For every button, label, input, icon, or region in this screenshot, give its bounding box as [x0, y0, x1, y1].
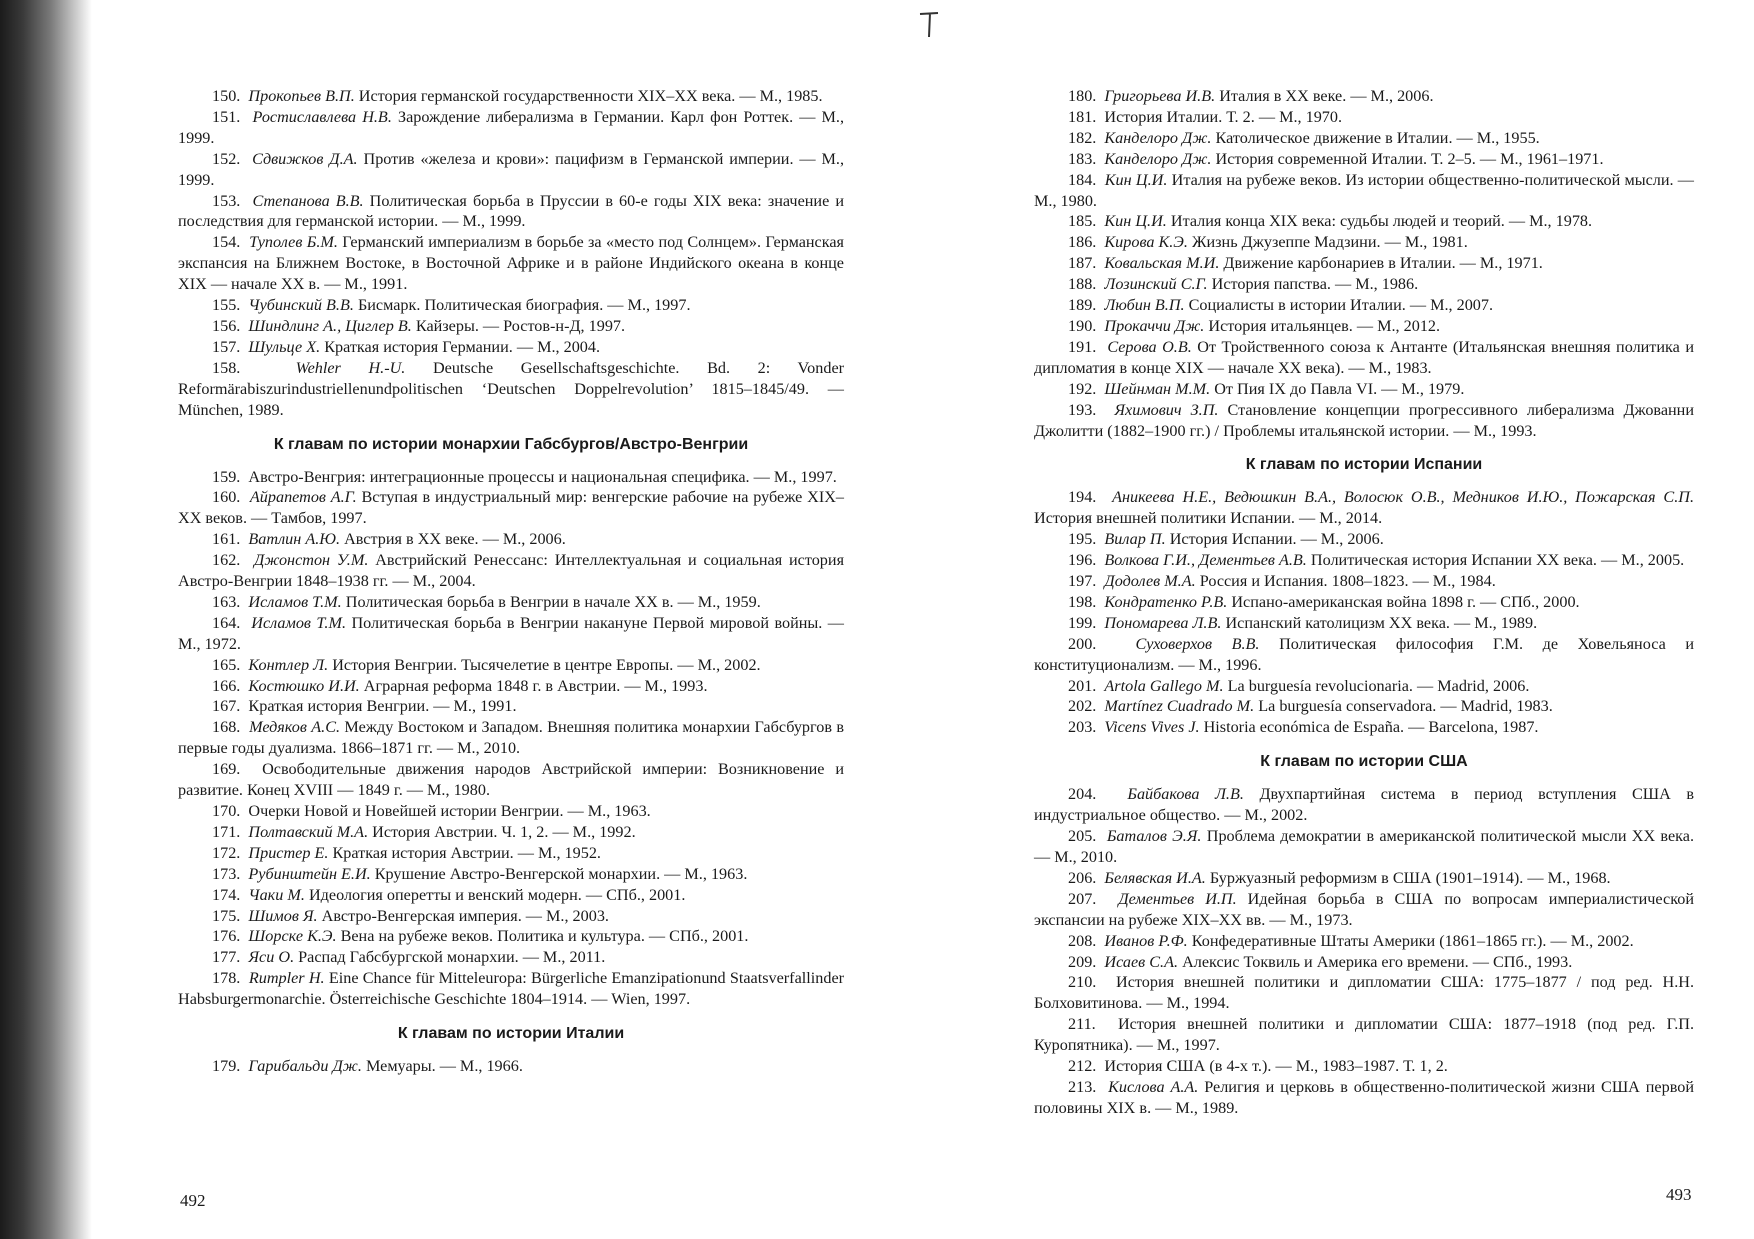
entry-text: Проблема демократии в американской политической мысли XX века. — М., 2010. — [1034, 827, 1694, 866]
entry-number: 161. — [212, 530, 241, 549]
bibliography-entry — [1034, 972, 1694, 1014]
bibliography-entry — [1034, 592, 1694, 613]
entry-number: 154. — [212, 233, 241, 252]
bibliography-entry — [1034, 295, 1694, 316]
entry-text: Идейная борьба в США по вопросам империалистической экспансии на рубеже XIX–XX вв. — М., 1973. — [1034, 889, 1694, 929]
entry-text: Движение карбонариев в Италии. — М., 1971. — [1219, 254, 1543, 273]
bibliography-entry — [1034, 379, 1694, 400]
entry-author: Шиндлинг А., Циглер В. — [248, 316, 412, 335]
bibliography-entry — [1034, 400, 1694, 442]
entry-text: История Венгрии. Тысячелетие в центре Европы. — М., 2002. — [328, 655, 761, 674]
entry-text: Двухпартийная система в период вступления США в индустриальное общество. — М., 2002. — [1034, 785, 1694, 825]
bibliography-entry — [178, 232, 844, 295]
page-number-left: 492 — [180, 1191, 206, 1210]
entry-text: Социалисты в истории Италии. — М., 2007. — [1184, 296, 1494, 315]
entry-text: Deutsche Gesellschaftsgeschichte. Bd. 2: Vonder Reformärabiszurindustriellenundpolitischen ‘Deutschen Doppelrevolution’ 1815–1845/49. — München, 1989. — [178, 358, 845, 419]
entry-author: Канделоро Дж. — [1104, 128, 1212, 147]
entry-author: Кин Ц.И. — [1104, 212, 1167, 231]
entry-number: 196. — [1068, 551, 1097, 570]
entry-number: 200. — [1068, 634, 1097, 653]
entry-author: Исламов Т.М. — [251, 613, 346, 632]
entry-author: Костюшко И.И. — [248, 676, 360, 695]
entry-author: Кислова А.А. — [1108, 1077, 1199, 1096]
entry-text: История внешней политики и дипломатии США: 1775–1877 / под ред. Н.Н. Болховитинова. — М., 1994. — [1034, 973, 1695, 1013]
entry-number: 191. — [1068, 337, 1097, 356]
entry-number: 171. — [212, 822, 241, 841]
entry-author: Баталов Э.Я. — [1106, 827, 1202, 846]
bibliography-entry — [1034, 1077, 1694, 1119]
entry-number: 209. — [1068, 952, 1097, 971]
entry-number: 181. — [1068, 107, 1097, 126]
entry-author: Полтавский М.А. — [248, 822, 369, 841]
entry-author: Wehler H.-U. — [295, 358, 406, 377]
entry-number: 162. — [212, 551, 241, 570]
bibliography-entry — [178, 676, 844, 697]
entry-author: Шейнман М.М. — [1104, 379, 1211, 398]
entry-text: История Австрии. Ч. 1, 2. — М., 1992. — [368, 822, 636, 841]
entry-author: Иванов Р.Ф. — [1104, 931, 1188, 950]
entry-number: 203. — [1068, 718, 1097, 737]
section-heading: К главам по истории США — [1260, 753, 1468, 771]
bibliography-entry — [178, 759, 844, 801]
entry-author: Серова О.В. — [1107, 337, 1192, 356]
entry-text: Мемуары. — М., 1966. — [361, 1057, 523, 1076]
entry-number: 207. — [1068, 889, 1097, 908]
bibliography-entry — [178, 906, 844, 927]
entry-author: Ростиславлева Н.В. — [252, 107, 392, 126]
bibliography-entry — [1034, 107, 1694, 128]
entry-number: 199. — [1068, 613, 1097, 632]
entry-author: Волкова Г.И., Дементьев А.В. — [1104, 551, 1307, 570]
entry-text: Жизнь Джузеппе Мадзини. — М., 1981. — [1187, 233, 1468, 252]
entry-text: Кайзеры. — Ростов-н-Д, 1997. — [411, 316, 626, 335]
entry-number: 186. — [1068, 233, 1097, 252]
entry-author: Байбакова Л.В. — [1127, 785, 1244, 804]
entry-author: Канделоро Дж. — [1104, 149, 1212, 168]
entry-number: 208. — [1068, 931, 1097, 950]
entry-author: Григорьева И.В. — [1104, 87, 1216, 105]
entry-text: Становление концепции прогрессивного либерализма Джованни Джолитти (1882–1900 гг.) / Проблемы итальянской истории. — М., 1993. — [1034, 400, 1695, 440]
entry-number: 165. — [212, 655, 241, 674]
entry-author: Кин Ц.И. — [1104, 170, 1168, 189]
entry-text: Historia económica de España. — Barcelona, 1987. — [1199, 718, 1539, 737]
bibliography-entry — [1034, 696, 1694, 717]
entry-text: Италия на рубеже веков. Из истории общественно-политической мысли. — М., 1980. — [1034, 170, 1694, 210]
left-page — [178, 86, 844, 1077]
entry-text: Краткая история Венгрии. — М., 1991. — [248, 697, 517, 716]
entry-number: 182. — [1068, 128, 1097, 147]
entry-number: 180. — [1068, 87, 1097, 105]
entry-number: 158. — [212, 358, 241, 377]
bibliography-entry — [1034, 717, 1694, 738]
entry-number: 177. — [212, 948, 241, 967]
entry-number: 193. — [1068, 400, 1097, 419]
bibliography-entry — [178, 843, 844, 864]
entry-text: Крушение Австро-Венгерской монархии. — М., 1963. — [370, 864, 748, 883]
entry-text: История внешней политики Испании. — М., 2014. — [1034, 509, 1383, 528]
entry-number: 172. — [212, 843, 241, 862]
bibliography-entry — [1034, 571, 1694, 592]
entry-author: Вилар П. — [1104, 530, 1166, 549]
entry-author: Айрапетов А.Г. — [249, 488, 357, 507]
bibliography-entry — [1034, 232, 1694, 253]
entry-author: Степанова В.В. — [252, 191, 364, 210]
bibliography-entry — [1034, 274, 1694, 295]
entry-number: 168. — [212, 718, 241, 737]
entry-number: 185. — [1068, 212, 1097, 231]
page-number-right: 493 — [1666, 1185, 1692, 1204]
bibliography-entry — [1034, 550, 1694, 571]
bibliography-entry — [178, 696, 844, 717]
bibliography-entry — [1034, 889, 1694, 931]
entry-number: 157. — [212, 337, 241, 356]
entry-author: Vicens Vives J. — [1104, 718, 1200, 737]
entry-author: Artola Gallego M. — [1104, 676, 1224, 695]
entry-text: Австро-Венгрия: интеграционные процессы и национальная специфика. — М., 1997. — [248, 467, 837, 486]
book-binding-shadow — [0, 0, 92, 1239]
entry-text: Политическая борьба в Венгрии накануне Первой мировой войны. — М., 1972. — [178, 613, 844, 653]
entry-number: 160. — [212, 488, 241, 507]
entry-text: Испано-американская война 1898 г. — СПб., 2000. — [1227, 592, 1580, 611]
bibliography-entry — [1034, 931, 1694, 952]
entry-number: 169. — [212, 760, 241, 779]
entry-author: Белявская И.А. — [1104, 868, 1206, 887]
entry-text: Конфедеративные Штаты Америки (1861–1865 гг.). — М., 2002. — [1187, 931, 1634, 950]
entry-text: Вступая в индустриальный мир: венгерские рабочие на рубеже XIX–XX веков. — Тамбов, 1997. — [178, 488, 844, 528]
entry-text: Аграрная реформа 1848 г. в Австрии. — М., 1993. — [359, 676, 708, 695]
entry-text: Политическая борьба в Пруссии в 60-е годы XIX века: значение и последствия для германской истории. — М., 1999. — [178, 191, 844, 231]
entry-text: Австро-Венгерская империя. — М., 2003. — [317, 906, 609, 925]
bibliography-entry — [1034, 826, 1694, 868]
entry-author: Суховерхов В.В. — [1135, 634, 1260, 653]
entry-text: Политическая борьба в Венгрии в начале XX в. — М., 1959. — [341, 592, 761, 611]
entry-text: История итальянцев. — М., 2012. — [1204, 316, 1441, 335]
entry-text: Испанский католицизм XX века. — М., 1989. — [1221, 613, 1538, 632]
bibliography-entry — [1034, 1056, 1694, 1077]
bibliography-entry — [1034, 784, 1694, 826]
entry-number: 153. — [212, 191, 241, 210]
bibliography-entry — [178, 801, 844, 822]
bibliography-entry — [178, 655, 844, 676]
entry-number: 189. — [1068, 296, 1097, 315]
entry-text: Германский империализм в борьбе за «место под Солнцем». Германская экспансия на Ближнем Востоке, в Восточной Африке и в районе Индийского океана в конце XIX — начале XX в. — М., 1991. — [178, 233, 844, 294]
entry-text: Между Востоком и Западом. Внешняя политика монархии Габсбургов в первые годы дуализма. 1866–1871 гг. — М., 2010. — [178, 718, 845, 758]
entry-text: Очерки Новой и Новейшей истории Венгрии. — М., 1963. — [248, 802, 651, 820]
entry-text: La burguesía conservadora. — Madrid, 1983. — [1254, 697, 1553, 716]
entry-number: 197. — [1068, 572, 1097, 591]
entry-text: История германской государственности XIX–XX века. — М., 1985. — [354, 87, 823, 105]
bibliography-entry — [178, 107, 844, 149]
entry-author: Яхимович З.П. — [1114, 400, 1219, 419]
entry-text: Буржуазный реформизм в США (1901–1914). — М., 1968. — [1205, 868, 1611, 887]
entry-number: 206. — [1068, 868, 1097, 887]
entry-text: Идеология оперетты и венский модерн. — СПб., 2001. — [304, 885, 686, 904]
entry-number: 195. — [1068, 530, 1097, 549]
bibliography-entry — [178, 487, 844, 529]
bibliography-entry — [1034, 316, 1694, 337]
bibliography-entry — [1034, 676, 1694, 697]
entry-author: Ковальская М.И. — [1104, 254, 1220, 273]
registration-mark — [918, 10, 940, 38]
entry-number: 194. — [1068, 488, 1097, 507]
entry-author: Любин В.П. — [1104, 296, 1185, 315]
entry-number: 170. — [212, 802, 241, 820]
entry-author: Туполев Б.М. — [249, 233, 338, 252]
bibliography-entry — [178, 926, 844, 947]
entry-text: La burguesía revolucionaria. — Madrid, 2006. — [1223, 676, 1530, 695]
entry-text: Краткая история Австрии. — М., 1952. — [328, 843, 601, 862]
entry-author: Martínez Cuadrado M. — [1104, 697, 1255, 716]
entry-number: 174. — [212, 885, 241, 904]
entry-text: Алексис Токвиль и Америка его времени. — СПб., 1993. — [1178, 952, 1573, 971]
entry-author: Исаев С.А. — [1104, 952, 1179, 971]
bibliography-entry — [1034, 128, 1694, 149]
entry-number: 202. — [1068, 697, 1097, 716]
entry-text: История современной Италии. Т. 2–5. — М., 1961–1971. — [1211, 149, 1604, 168]
entry-text: Бисмарк. Политическая биография. — М., 1997. — [353, 296, 691, 315]
entry-number: 212. — [1068, 1057, 1097, 1076]
entry-text: Италия конца XIX века: судьбы людей и теорий. — М., 1978. — [1166, 212, 1593, 231]
entry-author: Яси О. — [248, 948, 295, 967]
entry-number: 176. — [212, 927, 241, 946]
bibliography-entry — [178, 191, 844, 233]
entry-number: 151. — [212, 107, 241, 126]
bibliography-entry — [178, 822, 844, 843]
entry-number: 159. — [212, 467, 241, 486]
entry-author: Rumpler H. — [248, 969, 325, 988]
bibliography-entry — [178, 358, 844, 421]
entry-text: Краткая история Германии. — М., 2004. — [320, 337, 601, 356]
bibliography-entry — [1034, 170, 1694, 212]
entry-author: Ватлин А.Ю. — [248, 530, 341, 549]
entry-number: 211. — [1068, 1015, 1096, 1034]
bibliography-entry — [178, 885, 844, 906]
entry-author: Рубинштейн Е.И. — [248, 864, 371, 883]
entry-author: Чаки М. — [248, 885, 305, 904]
bibliography-entry — [178, 295, 844, 316]
entry-author: Исламов Т.М. — [248, 592, 342, 611]
section-heading: К главам по истории Испании — [1245, 456, 1483, 474]
bibliography-entry — [178, 613, 844, 655]
entry-author: Додолев М.А. — [1104, 572, 1196, 591]
entry-number: 205. — [1068, 827, 1097, 846]
entry-text: От Тройственного союза к Антанте (Итальянская внешняя политика и дипломатия в конце XIX — начале XX века). — М., 1983. — [1034, 337, 1695, 377]
entry-number: 152. — [212, 149, 241, 168]
entry-author: Пристер Е. — [248, 843, 329, 862]
entry-text: Политическая история Испании XX века. — М., 2005. — [1306, 551, 1685, 570]
bibliography-entry — [1034, 634, 1694, 676]
entry-text: Италия в XX веке. — М., 2006. — [1215, 87, 1434, 105]
entry-number: 164. — [212, 613, 241, 632]
right-page — [1034, 86, 1694, 1119]
entry-text: Освободительные движения народов Австрийской империи: Возникновение и развитие. Конец XVIII — 1849 г. — М., 1980. — [178, 760, 845, 800]
entry-number: 178. — [212, 969, 241, 988]
entry-text: Вена на рубеже веков. Политика и культура. — СПб., 2001. — [336, 927, 749, 946]
entry-author: Гарибальди Дж. — [248, 1057, 362, 1076]
entry-number: 190. — [1068, 316, 1097, 335]
entry-author: Джонстон У.М. — [254, 551, 369, 570]
entry-number: 183. — [1068, 149, 1097, 168]
bibliography-entry — [178, 968, 844, 1010]
bibliography-entry — [1034, 211, 1694, 232]
entry-number: 173. — [212, 864, 241, 883]
entry-text: Зарождение либерализма в Германии. Карл фон Роттек. — М., 1999. — [178, 107, 845, 147]
entry-text: История папства. — М., 1986. — [1207, 275, 1419, 294]
entry-author: Шорске К.Э. — [248, 927, 337, 946]
entry-author: Аникеева Н.Е., Ведюшкин В.А., Волосюк О.В., Медников И.Ю., Пожарская С.П. — [1112, 488, 1694, 507]
entry-author: Кондратенко Р.В. — [1104, 592, 1228, 611]
entry-number: 184. — [1068, 170, 1097, 189]
entry-text: История внешней политики и дипломатии США: 1877–1918 (под ред. Г.П. Куропятника). — М., 1997. — [1034, 1015, 1695, 1055]
entry-text: Католическое движение в Италии. — М., 1955. — [1211, 128, 1540, 147]
entry-number: 198. — [1068, 592, 1097, 611]
bibliography-entry — [178, 149, 844, 191]
entry-text: Распад Габсбургской монархии. — М., 2011. — [294, 948, 606, 967]
entry-text: Религия и церковь в общественно-политической жизни США первой половины XIX в. — М., 1989. — [1034, 1077, 1695, 1117]
entry-author: Контлер Л. — [248, 655, 329, 674]
entry-number: 166. — [212, 676, 241, 695]
entry-author: Сдвижков Д.А. — [252, 149, 358, 168]
bibliography-entry — [178, 316, 844, 337]
entry-author: Лозинский С.Г. — [1104, 275, 1208, 294]
bibliography-entry — [1034, 952, 1694, 973]
entry-text: Против «железа и крови»: пацифизм в Германской империи. — М., 1999. — [178, 149, 845, 189]
entry-author: Дементьев И.П. — [1118, 889, 1237, 908]
bibliography-entry — [1034, 149, 1694, 170]
entry-number: 156. — [212, 316, 241, 335]
bibliography-entry — [1034, 487, 1694, 529]
entry-author: Чубинский В.В. — [248, 296, 354, 315]
entry-number: 179. — [212, 1057, 241, 1076]
entry-number: 204. — [1068, 785, 1097, 804]
entry-number: 188. — [1068, 275, 1097, 294]
bibliography-entry — [178, 337, 844, 358]
entry-text: История Италии. Т. 2. — М., 1970. — [1104, 107, 1343, 126]
entry-author: Прокаччи Дж. — [1104, 316, 1205, 335]
entry-author: Прокопьев В.П. — [248, 87, 355, 105]
bibliography-entry — [1034, 613, 1694, 634]
entry-author: Шульце Х. — [248, 337, 321, 356]
entry-number: 150. — [212, 87, 241, 105]
entry-author: Шимов Я. — [248, 906, 318, 925]
bibliography-entry — [1034, 86, 1694, 107]
entry-text: История Испании. — М., 2006. — [1165, 530, 1384, 549]
entry-text: Австрия в XX веке. — М., 2006. — [340, 530, 566, 549]
entry-text: Eine Chance für Mitteleuropa: Bürgerliche Emanzipationund Staatsverfallinder Habsburgermonarchie. Österreichische Geschichte 1804–1914. — Wien, 1997. — [178, 969, 845, 1009]
bibliography-entry — [1034, 529, 1694, 550]
entry-author: Пономарева Л.В. — [1104, 613, 1222, 632]
bibliography-entry — [1034, 253, 1694, 274]
entry-number: 201. — [1068, 676, 1097, 695]
section-heading: К главам по истории монархии Габсбургов/Австро-Венгрии — [273, 435, 749, 453]
bibliography-entry — [178, 86, 844, 107]
entry-number: 167. — [212, 697, 241, 716]
entry-number: 210. — [1068, 973, 1097, 992]
bibliography-entry — [178, 592, 844, 613]
entry-text: Австрийский Ренессанс: Интеллектуальная и социальная история Австро-Венгрии 1848–1938 гг. — М., 2004. — [178, 551, 845, 591]
entry-author: Медяков А.С. — [249, 718, 341, 737]
entry-text: От Пия IX до Павла VI. — М., 1979. — [1210, 379, 1465, 398]
entry-text: История США (в 4-х т.). — М., 1983–1987. Т. 1, 2. — [1104, 1057, 1448, 1076]
bibliography-entry — [178, 1056, 844, 1077]
bibliography-entry — [178, 529, 844, 550]
entry-author: Кирова К.Э. — [1104, 233, 1188, 252]
entry-number: 192. — [1068, 379, 1097, 398]
bibliography-entry — [178, 864, 844, 885]
bibliography-entry — [1034, 337, 1694, 379]
entry-number: 213. — [1068, 1077, 1097, 1096]
bibliography-entry — [178, 947, 844, 968]
entry-number: 163. — [212, 592, 241, 611]
bibliography-entry — [1034, 1014, 1694, 1056]
entry-number: 187. — [1068, 254, 1097, 273]
entry-text: Политическая философия Г.М. де Ховельяноса и конституционализм. — М., 1996. — [1034, 634, 1695, 674]
section-heading: К главам по истории Италии — [397, 1025, 625, 1043]
bibliography-entry — [178, 467, 844, 488]
bibliography-entry — [178, 550, 844, 592]
bibliography-entry — [1034, 868, 1694, 889]
bibliography-entry — [178, 717, 844, 759]
entry-number: 155. — [212, 296, 241, 315]
entry-number: 175. — [212, 906, 241, 925]
entry-text: Россия и Испания. 1808–1823. — М., 1984. — [1195, 572, 1496, 591]
